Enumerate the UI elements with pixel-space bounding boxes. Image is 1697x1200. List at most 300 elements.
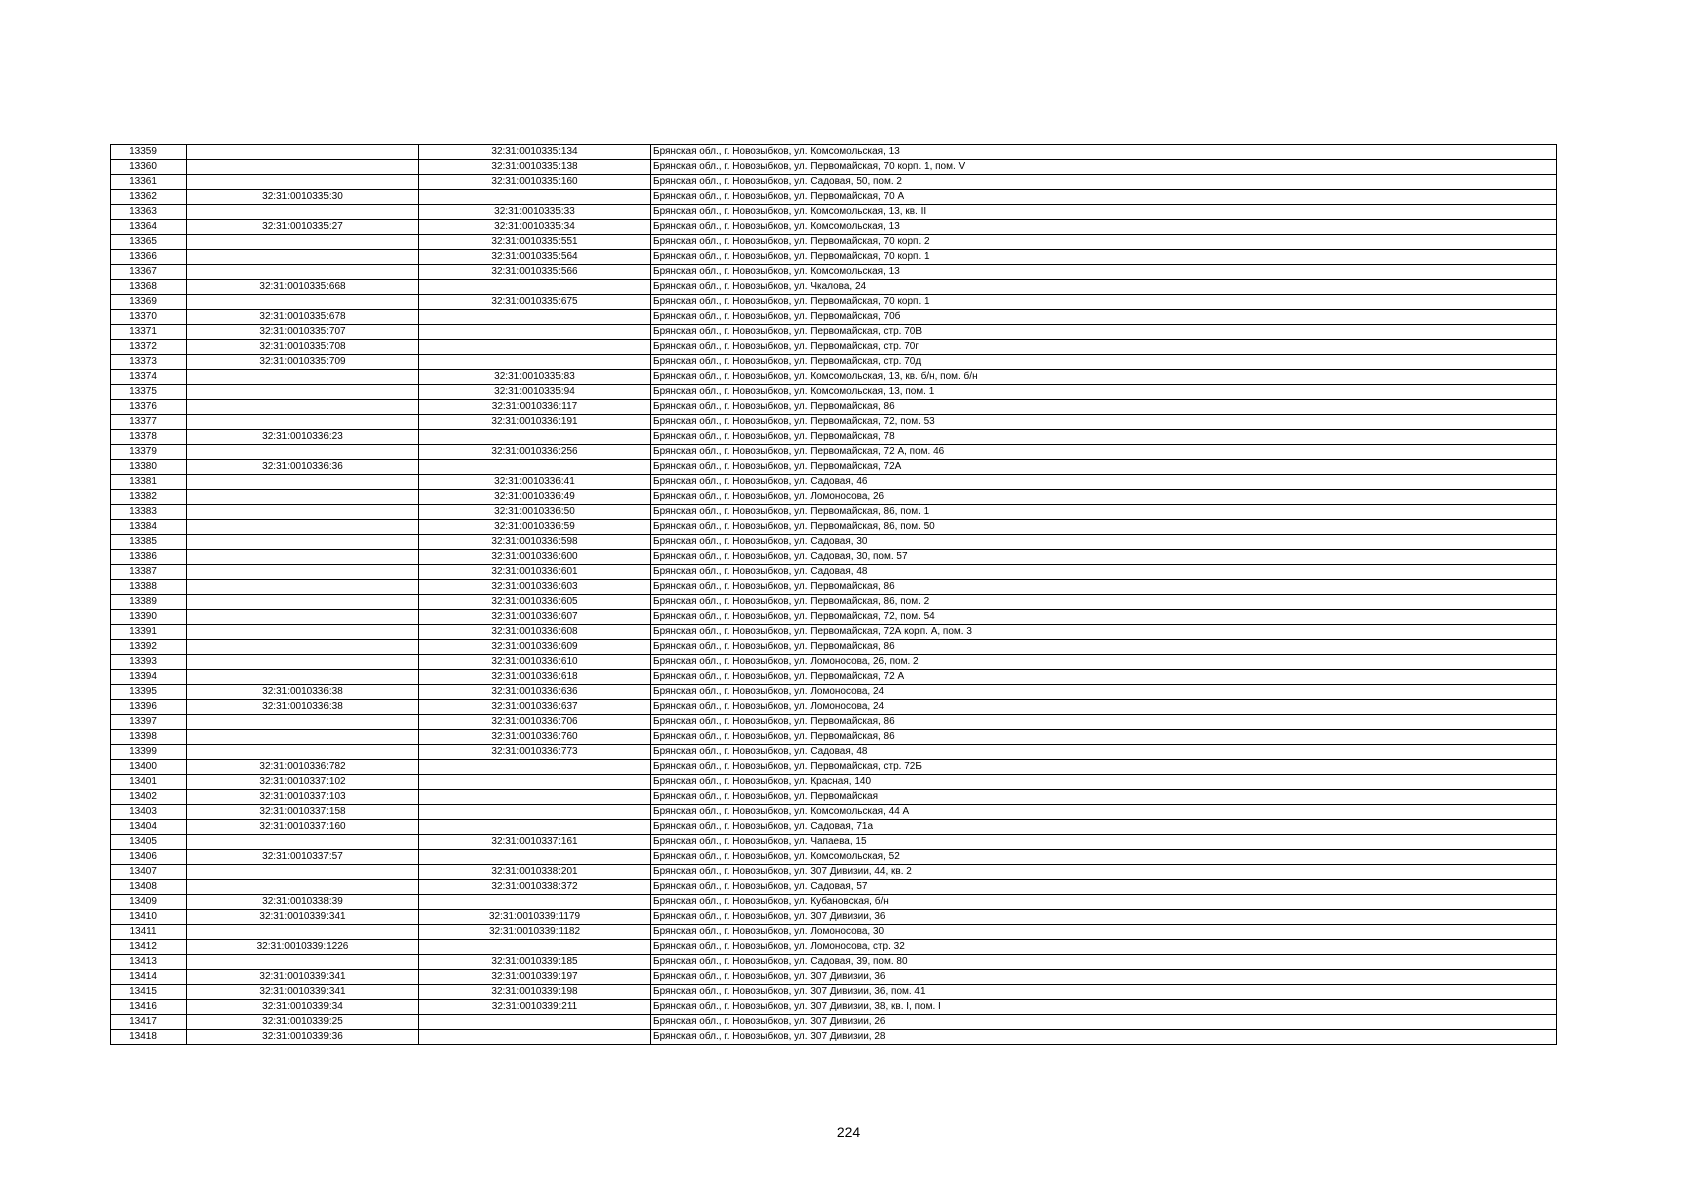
table-row xyxy=(111,775,1557,790)
row-number-cell: 13366 xyxy=(111,250,187,265)
table-row xyxy=(111,160,1557,175)
parent-cadastral-number-cell xyxy=(187,475,419,490)
row-number-cell: 13398 xyxy=(111,730,187,745)
table-row xyxy=(111,550,1557,565)
parent-cadastral-number-cell: 32:31:0010339:1226 xyxy=(187,940,419,955)
address-cell: Брянская обл., г. Новозыбков, ул. Садовая, 50, пом. 2 xyxy=(651,175,1557,190)
address-cell: Брянская обл., г. Новозыбков, ул. Первомайская, 86, пом. 50 xyxy=(651,520,1557,535)
cadastral-number-cell: 32:31:0010336:117 xyxy=(419,400,651,415)
cadastral-number-cell xyxy=(419,850,651,865)
cadastral-number-cell: 32:31:0010336:49 xyxy=(419,490,651,505)
cadastral-number-cell xyxy=(419,820,651,835)
table-row xyxy=(111,520,1557,535)
address-cell: Брянская обл., г. Новозыбков, ул. Первомайская, 86, пом. 1 xyxy=(651,505,1557,520)
row-number-cell: 13410 xyxy=(111,910,187,925)
parent-cadastral-number-cell xyxy=(187,145,419,160)
row-number-cell: 13395 xyxy=(111,685,187,700)
cadastral-number-cell: 32:31:0010336:637 xyxy=(419,700,651,715)
row-number-cell: 13371 xyxy=(111,325,187,340)
parent-cadastral-number-cell: 32:31:0010337:158 xyxy=(187,805,419,820)
address-cell: Брянская обл., г. Новозыбков, ул. 307 Дивизии, 44, кв. 2 xyxy=(651,865,1557,880)
address-cell: Брянская обл., г. Новозыбков, ул. Комсомольская, 13 xyxy=(651,220,1557,235)
address-cell: Брянская обл., г. Новозыбков, ул. Первомайская, 70 А xyxy=(651,190,1557,205)
row-number-cell: 13404 xyxy=(111,820,187,835)
parent-cadastral-number-cell xyxy=(187,925,419,940)
parent-cadastral-number-cell xyxy=(187,160,419,175)
cadastral-number-cell: 32:31:0010336:608 xyxy=(419,625,651,640)
address-cell: Брянская обл., г. Новозыбков, ул. Ломоносова, 24 xyxy=(651,685,1557,700)
row-number-cell: 13411 xyxy=(111,925,187,940)
cadastral-number-cell: 32:31:0010335:33 xyxy=(419,205,651,220)
cadastral-number-cell xyxy=(419,325,651,340)
parent-cadastral-number-cell: 32:31:0010337:57 xyxy=(187,850,419,865)
address-cell: Брянская обл., г. Новозыбков, ул. Садовая, 71а xyxy=(651,820,1557,835)
address-cell: Брянская обл., г. Новозыбков, ул. Первомайская, 86 xyxy=(651,730,1557,745)
parent-cadastral-number-cell: 32:31:0010338:39 xyxy=(187,895,419,910)
cadastral-number-cell: 32:31:0010336:598 xyxy=(419,535,651,550)
parent-cadastral-number-cell xyxy=(187,880,419,895)
address-cell: Брянская обл., г. Новозыбков, ул. Комсомольская, 13, кв. б/н, пом. б/н xyxy=(651,370,1557,385)
cadastral-number-cell: 32:31:0010339:211 xyxy=(419,1000,651,1015)
parent-cadastral-number-cell xyxy=(187,715,419,730)
cadastral-number-cell: 32:31:0010336:773 xyxy=(419,745,651,760)
table-row xyxy=(111,745,1557,760)
table-row xyxy=(111,955,1557,970)
parent-cadastral-number-cell: 32:31:0010339:341 xyxy=(187,985,419,1000)
cadastral-number-cell: 32:31:0010339:1182 xyxy=(419,925,651,940)
table-row xyxy=(111,715,1557,730)
row-number-cell: 13388 xyxy=(111,580,187,595)
table-row xyxy=(111,730,1557,745)
table-row xyxy=(111,325,1557,340)
address-cell: Брянская обл., г. Новозыбков, ул. Первомайская, 70 корп. 1, пом. V xyxy=(651,160,1557,175)
cadastral-number-cell: 32:31:0010336:607 xyxy=(419,610,651,625)
table-row xyxy=(111,925,1557,940)
table-row xyxy=(111,805,1557,820)
cadastral-number-cell: 32:31:0010338:201 xyxy=(419,865,651,880)
address-cell: Брянская обл., г. Новозыбков, ул. Первомайская, 86, пом. 2 xyxy=(651,595,1557,610)
parent-cadastral-number-cell: 32:31:0010339:36 xyxy=(187,1030,419,1045)
row-number-cell: 13402 xyxy=(111,790,187,805)
address-cell: Брянская обл., г. Новозыбков, ул. Садовая, 48 xyxy=(651,565,1557,580)
address-cell: Брянская обл., г. Новозыбков, ул. Чкалова, 24 xyxy=(651,280,1557,295)
address-cell: Брянская обл., г. Новозыбков, ул. Первомайская, 72 А, пом. 46 xyxy=(651,445,1557,460)
row-number-cell: 13413 xyxy=(111,955,187,970)
table-row xyxy=(111,595,1557,610)
parent-cadastral-number-cell xyxy=(187,610,419,625)
row-number-cell: 13389 xyxy=(111,595,187,610)
row-number-cell: 13383 xyxy=(111,505,187,520)
cadastral-number-cell: 32:31:0010336:256 xyxy=(419,445,651,460)
table-row xyxy=(111,1030,1557,1045)
table-row xyxy=(111,460,1557,475)
parent-cadastral-number-cell: 32:31:0010335:709 xyxy=(187,355,419,370)
parent-cadastral-number-cell: 32:31:0010337:103 xyxy=(187,790,419,805)
parent-cadastral-number-cell: 32:31:0010336:23 xyxy=(187,430,419,445)
row-number-cell: 13380 xyxy=(111,460,187,475)
table-row xyxy=(111,400,1557,415)
address-cell: Брянская обл., г. Новозыбков, ул. Садовая, 46 xyxy=(651,475,1557,490)
parent-cadastral-number-cell: 32:31:0010336:38 xyxy=(187,700,419,715)
cadastral-number-cell xyxy=(419,790,651,805)
cadastral-number-cell xyxy=(419,310,651,325)
row-number-cell: 13367 xyxy=(111,265,187,280)
row-number-cell: 13403 xyxy=(111,805,187,820)
cadastral-number-cell xyxy=(419,280,651,295)
cadastral-number-cell: 32:31:0010336:636 xyxy=(419,685,651,700)
table-row xyxy=(111,895,1557,910)
cadastral-number-cell: 32:31:0010336:601 xyxy=(419,565,651,580)
address-cell: Брянская обл., г. Новозыбков, ул. Ломоносова, 30 xyxy=(651,925,1557,940)
row-number-cell: 13378 xyxy=(111,430,187,445)
cadastral-number-cell: 32:31:0010335:551 xyxy=(419,235,651,250)
parent-cadastral-number-cell: 32:31:0010335:668 xyxy=(187,280,419,295)
cadastral-number-cell xyxy=(419,1015,651,1030)
row-number-cell: 13381 xyxy=(111,475,187,490)
parent-cadastral-number-cell: 32:31:0010336:782 xyxy=(187,760,419,775)
row-number-cell: 13382 xyxy=(111,490,187,505)
row-number-cell: 13385 xyxy=(111,535,187,550)
row-number-cell: 13416 xyxy=(111,1000,187,1015)
table-row xyxy=(111,250,1557,265)
cadastral-number-cell: 32:31:0010336:760 xyxy=(419,730,651,745)
address-cell: Брянская обл., г. Новозыбков, ул. Комсомольская, 13, пом. 1 xyxy=(651,385,1557,400)
parent-cadastral-number-cell: 32:31:0010335:707 xyxy=(187,325,419,340)
parent-cadastral-number-cell xyxy=(187,505,419,520)
address-cell: Брянская обл., г. Новозыбков, ул. Первомайская, 86 xyxy=(651,400,1557,415)
row-number-cell: 13397 xyxy=(111,715,187,730)
address-cell: Брянская обл., г. Новозыбков, ул. Первомайская, 86 xyxy=(651,715,1557,730)
cadastral-number-cell xyxy=(419,1030,651,1045)
row-number-cell: 13376 xyxy=(111,400,187,415)
cadastral-number-cell xyxy=(419,430,651,445)
cadastral-number-cell: 32:31:0010335:675 xyxy=(419,295,651,310)
address-cell: Брянская обл., г. Новозыбков, ул. Ломоносова, 26, пом. 2 xyxy=(651,655,1557,670)
address-cell: Брянская обл., г. Новозыбков, ул. 307 Дивизии, 28 xyxy=(651,1030,1557,1045)
address-cell: Брянская обл., г. Новозыбков, ул. Садовая, 48 xyxy=(651,745,1557,760)
parent-cadastral-number-cell xyxy=(187,205,419,220)
address-cell: Брянская обл., г. Новозыбков, ул. Первомайская, 72, пом. 54 xyxy=(651,610,1557,625)
row-number-cell: 13387 xyxy=(111,565,187,580)
address-cell: Брянская обл., г. Новозыбков, ул. Первомайская, 72А xyxy=(651,460,1557,475)
address-cell: Брянская обл., г. Новозыбков, ул. 307 Дивизии, 26 xyxy=(651,1015,1557,1030)
parent-cadastral-number-cell xyxy=(187,520,419,535)
table-row xyxy=(111,370,1557,385)
table-row xyxy=(111,865,1557,880)
address-cell: Брянская обл., г. Новозыбков, ул. Ломоносова, 26 xyxy=(651,490,1557,505)
cadastral-number-cell: 32:31:0010336:609 xyxy=(419,640,651,655)
cadastral-number-cell xyxy=(419,190,651,205)
row-number-cell: 13370 xyxy=(111,310,187,325)
cadastral-number-cell: 32:31:0010335:34 xyxy=(419,220,651,235)
address-cell: Брянская обл., г. Новозыбков, ул. Первомайская, 72 А xyxy=(651,670,1557,685)
address-cell: Брянская обл., г. Новозыбков, ул. Первомайская, 70б xyxy=(651,310,1557,325)
address-cell: Брянская обл., г. Новозыбков, ул. Первомайская, 70 корп. 1 xyxy=(651,295,1557,310)
address-cell: Брянская обл., г. Новозыбков, ул. Кубановская, б/н xyxy=(651,895,1557,910)
parent-cadastral-number-cell: 32:31:0010339:34 xyxy=(187,1000,419,1015)
parent-cadastral-number-cell: 32:31:0010336:36 xyxy=(187,460,419,475)
row-number-cell: 13414 xyxy=(111,970,187,985)
cadastral-number-cell: 32:31:0010335:83 xyxy=(419,370,651,385)
table-row xyxy=(111,640,1557,655)
parent-cadastral-number-cell xyxy=(187,730,419,745)
row-number-cell: 13401 xyxy=(111,775,187,790)
parent-cadastral-number-cell xyxy=(187,955,419,970)
cadastral-number-cell xyxy=(419,460,651,475)
address-cell: Брянская обл., г. Новозыбков, ул. 307 Дивизии, 38, кв. I, пом. I xyxy=(651,1000,1557,1015)
row-number-cell: 13363 xyxy=(111,205,187,220)
cadastral-number-cell: 32:31:0010335:94 xyxy=(419,385,651,400)
parent-cadastral-number-cell xyxy=(187,565,419,580)
parent-cadastral-number-cell xyxy=(187,445,419,460)
address-cell: Брянская обл., г. Новозыбков, ул. Первомайская xyxy=(651,790,1557,805)
table-row xyxy=(111,835,1557,850)
parent-cadastral-number-cell xyxy=(187,640,419,655)
table-row xyxy=(111,670,1557,685)
address-cell: Брянская обл., г. Новозыбков, ул. Первомайская, 86 xyxy=(651,640,1557,655)
table-row xyxy=(111,565,1557,580)
table-row xyxy=(111,790,1557,805)
table-row xyxy=(111,445,1557,460)
cadastral-number-cell: 32:31:0010339:185 xyxy=(419,955,651,970)
table-row xyxy=(111,430,1557,445)
cadastral-number-cell: 32:31:0010338:372 xyxy=(419,880,651,895)
cadastral-number-cell: 32:31:0010335:564 xyxy=(419,250,651,265)
address-cell: Брянская обл., г. Новозыбков, ул. Первомайская, 70 корп. 1 xyxy=(651,250,1557,265)
parent-cadastral-number-cell: 32:31:0010339:341 xyxy=(187,970,419,985)
table-row xyxy=(111,280,1557,295)
parent-cadastral-number-cell xyxy=(187,625,419,640)
row-number-cell: 13369 xyxy=(111,295,187,310)
parent-cadastral-number-cell xyxy=(187,400,419,415)
parent-cadastral-number-cell xyxy=(187,745,419,760)
table-row xyxy=(111,880,1557,895)
cadastral-number-cell: 32:31:0010336:618 xyxy=(419,670,651,685)
cadastral-number-cell xyxy=(419,805,651,820)
table-row xyxy=(111,970,1557,985)
table-row xyxy=(111,475,1557,490)
parent-cadastral-number-cell xyxy=(187,490,419,505)
parent-cadastral-number-cell xyxy=(187,550,419,565)
cadastral-number-cell: 32:31:0010335:566 xyxy=(419,265,651,280)
cadastral-number-cell: 32:31:0010336:605 xyxy=(419,595,651,610)
table-row xyxy=(111,820,1557,835)
table-row xyxy=(111,205,1557,220)
row-number-cell: 13396 xyxy=(111,700,187,715)
row-number-cell: 13379 xyxy=(111,445,187,460)
property-register-table xyxy=(110,144,1557,1045)
row-number-cell: 13405 xyxy=(111,835,187,850)
cadastral-number-cell xyxy=(419,340,651,355)
parent-cadastral-number-cell xyxy=(187,370,419,385)
table-row xyxy=(111,385,1557,400)
table-row xyxy=(111,625,1557,640)
parent-cadastral-number-cell: 32:31:0010335:30 xyxy=(187,190,419,205)
address-cell: Брянская обл., г. Новозыбков, ул. Первомайская, стр. 70В xyxy=(651,325,1557,340)
row-number-cell: 13406 xyxy=(111,850,187,865)
cadastral-number-cell: 32:31:0010339:198 xyxy=(419,985,651,1000)
cadastral-number-cell xyxy=(419,355,651,370)
parent-cadastral-number-cell: 32:31:0010339:341 xyxy=(187,910,419,925)
address-cell: Брянская обл., г. Новозыбков, ул. Ломоносова, 24 xyxy=(651,700,1557,715)
row-number-cell: 13361 xyxy=(111,175,187,190)
row-number-cell: 13360 xyxy=(111,160,187,175)
row-number-cell: 13368 xyxy=(111,280,187,295)
row-number-cell: 13384 xyxy=(111,520,187,535)
cadastral-number-cell: 32:31:0010336:600 xyxy=(419,550,651,565)
table-row xyxy=(111,310,1557,325)
page-number: 224 xyxy=(836,1124,861,1140)
row-number-cell: 13393 xyxy=(111,655,187,670)
cadastral-number-cell xyxy=(419,895,651,910)
row-number-cell: 13374 xyxy=(111,370,187,385)
row-number-cell: 13362 xyxy=(111,190,187,205)
address-cell: Брянская обл., г. Новозыбков, ул. Комсомольская, 13 xyxy=(651,145,1557,160)
row-number-cell: 13415 xyxy=(111,985,187,1000)
address-cell: Брянская обл., г. Новозыбков, ул. Первомайская, 86 xyxy=(651,580,1557,595)
address-cell: Брянская обл., г. Новозыбков, ул. Садовая, 39, пом. 80 xyxy=(651,955,1557,970)
parent-cadastral-number-cell: 32:31:0010335:708 xyxy=(187,340,419,355)
address-cell: Брянская обл., г. Новозыбков, ул. Первомайская, стр. 72Б xyxy=(651,760,1557,775)
cadastral-number-cell: 32:31:0010336:603 xyxy=(419,580,651,595)
table-row xyxy=(111,340,1557,355)
address-cell: Брянская обл., г. Новозыбков, ул. Красная, 140 xyxy=(651,775,1557,790)
cadastral-number-cell: 32:31:0010337:161 xyxy=(419,835,651,850)
row-number-cell: 13375 xyxy=(111,385,187,400)
cadastral-number-cell: 32:31:0010336:706 xyxy=(419,715,651,730)
address-cell: Брянская обл., г. Новозыбков, ул. Первомайская, стр. 70г xyxy=(651,340,1557,355)
address-cell: Брянская обл., г. Новозыбков, ул. Комсомольская, 13, кв. II xyxy=(651,205,1557,220)
parent-cadastral-number-cell xyxy=(187,535,419,550)
row-number-cell: 13391 xyxy=(111,625,187,640)
table-row xyxy=(111,940,1557,955)
parent-cadastral-number-cell xyxy=(187,415,419,430)
table-row xyxy=(111,415,1557,430)
address-cell: Брянская обл., г. Новозыбков, ул. Первомайская, 72А корп. А, пом. 3 xyxy=(651,625,1557,640)
table-row xyxy=(111,190,1557,205)
address-cell: Брянская обл., г. Новозыбков, ул. Чапаева, 15 xyxy=(651,835,1557,850)
row-number-cell: 13365 xyxy=(111,235,187,250)
table-row xyxy=(111,220,1557,235)
table-row xyxy=(111,535,1557,550)
parent-cadastral-number-cell xyxy=(187,595,419,610)
parent-cadastral-number-cell xyxy=(187,235,419,250)
table-row xyxy=(111,1015,1557,1030)
row-number-cell: 13400 xyxy=(111,760,187,775)
table-row xyxy=(111,580,1557,595)
table-row xyxy=(111,985,1557,1000)
parent-cadastral-number-cell xyxy=(187,655,419,670)
row-number-cell: 13417 xyxy=(111,1015,187,1030)
cadastral-number-cell: 32:31:0010335:138 xyxy=(419,160,651,175)
row-number-cell: 13394 xyxy=(111,670,187,685)
address-cell: Брянская обл., г. Новозыбков, ул. Первомайская, 78 xyxy=(651,430,1557,445)
parent-cadastral-number-cell xyxy=(187,865,419,880)
parent-cadastral-number-cell xyxy=(187,670,419,685)
parent-cadastral-number-cell: 32:31:0010339:25 xyxy=(187,1015,419,1030)
row-number-cell: 13377 xyxy=(111,415,187,430)
cadastral-number-cell xyxy=(419,940,651,955)
row-number-cell: 13386 xyxy=(111,550,187,565)
row-number-cell: 13372 xyxy=(111,340,187,355)
row-number-cell: 13373 xyxy=(111,355,187,370)
row-number-cell: 13364 xyxy=(111,220,187,235)
row-number-cell: 13399 xyxy=(111,745,187,760)
parent-cadastral-number-cell xyxy=(187,835,419,850)
table-row xyxy=(111,850,1557,865)
row-number-cell: 13407 xyxy=(111,865,187,880)
parent-cadastral-number-cell xyxy=(187,580,419,595)
table-row xyxy=(111,490,1557,505)
row-number-cell: 13408 xyxy=(111,880,187,895)
address-cell: Брянская обл., г. Новозыбков, ул. Комсомольская, 44 А xyxy=(651,805,1557,820)
cadastral-number-cell: 32:31:0010336:191 xyxy=(419,415,651,430)
table-row xyxy=(111,175,1557,190)
cadastral-number-cell: 32:31:0010336:50 xyxy=(419,505,651,520)
parent-cadastral-number-cell: 32:31:0010335:27 xyxy=(187,220,419,235)
cadastral-number-cell: 32:31:0010339:197 xyxy=(419,970,651,985)
cadastral-number-cell: 32:31:0010335:160 xyxy=(419,175,651,190)
address-cell: Брянская обл., г. Новозыбков, ул. 307 Дивизии, 36 xyxy=(651,910,1557,925)
cadastral-number-cell: 32:31:0010335:134 xyxy=(419,145,651,160)
table-row xyxy=(111,265,1557,280)
row-number-cell: 13412 xyxy=(111,940,187,955)
parent-cadastral-number-cell: 32:31:0010335:678 xyxy=(187,310,419,325)
row-number-cell: 13392 xyxy=(111,640,187,655)
table-row xyxy=(111,760,1557,775)
row-number-cell: 13418 xyxy=(111,1030,187,1045)
address-cell: Брянская обл., г. Новозыбков, ул. Первомайская, стр. 70д xyxy=(651,355,1557,370)
parent-cadastral-number-cell: 32:31:0010336:38 xyxy=(187,685,419,700)
cadastral-number-cell: 32:31:0010336:41 xyxy=(419,475,651,490)
parent-cadastral-number-cell xyxy=(187,265,419,280)
table-row xyxy=(111,910,1557,925)
table-row xyxy=(111,355,1557,370)
address-cell: Брянская обл., г. Новозыбков, ул. Первомайская, 72, пом. 53 xyxy=(651,415,1557,430)
cadastral-number-cell: 32:31:0010336:610 xyxy=(419,655,651,670)
parent-cadastral-number-cell xyxy=(187,295,419,310)
address-cell: Брянская обл., г. Новозыбков, ул. 307 Дивизии, 36, пом. 41 xyxy=(651,985,1557,1000)
address-cell: Брянская обл., г. Новозыбков, ул. 307 Дивизии, 36 xyxy=(651,970,1557,985)
cadastral-number-cell xyxy=(419,760,651,775)
table-row xyxy=(111,295,1557,310)
row-number-cell: 13359 xyxy=(111,145,187,160)
table-row xyxy=(111,235,1557,250)
table-row xyxy=(111,685,1557,700)
address-cell: Брянская обл., г. Новозыбков, ул. Ломоносова, стр. 32 xyxy=(651,940,1557,955)
cadastral-number-cell xyxy=(419,775,651,790)
table-row xyxy=(111,1000,1557,1015)
parent-cadastral-number-cell xyxy=(187,175,419,190)
table-row xyxy=(111,655,1557,670)
parent-cadastral-number-cell: 32:31:0010337:160 xyxy=(187,820,419,835)
table-row xyxy=(111,610,1557,625)
table-row xyxy=(111,505,1557,520)
row-number-cell: 13409 xyxy=(111,895,187,910)
address-cell: Брянская обл., г. Новозыбков, ул. Садовая, 30 xyxy=(651,535,1557,550)
cadastral-number-cell: 32:31:0010336:59 xyxy=(419,520,651,535)
table-row xyxy=(111,700,1557,715)
row-number-cell: 13390 xyxy=(111,610,187,625)
parent-cadastral-number-cell xyxy=(187,385,419,400)
cadastral-number-cell: 32:31:0010339:1179 xyxy=(419,910,651,925)
address-cell: Брянская обл., г. Новозыбков, ул. Комсомольская, 52 xyxy=(651,850,1557,865)
address-cell: Брянская обл., г. Новозыбков, ул. Садовая, 57 xyxy=(651,880,1557,895)
parent-cadastral-number-cell: 32:31:0010337:102 xyxy=(187,775,419,790)
table-row xyxy=(111,145,1557,160)
address-cell: Брянская обл., г. Новозыбков, ул. Комсомольская, 13 xyxy=(651,265,1557,280)
address-cell: Брянская обл., г. Новозыбков, ул. Первомайская, 70 корп. 2 xyxy=(651,235,1557,250)
